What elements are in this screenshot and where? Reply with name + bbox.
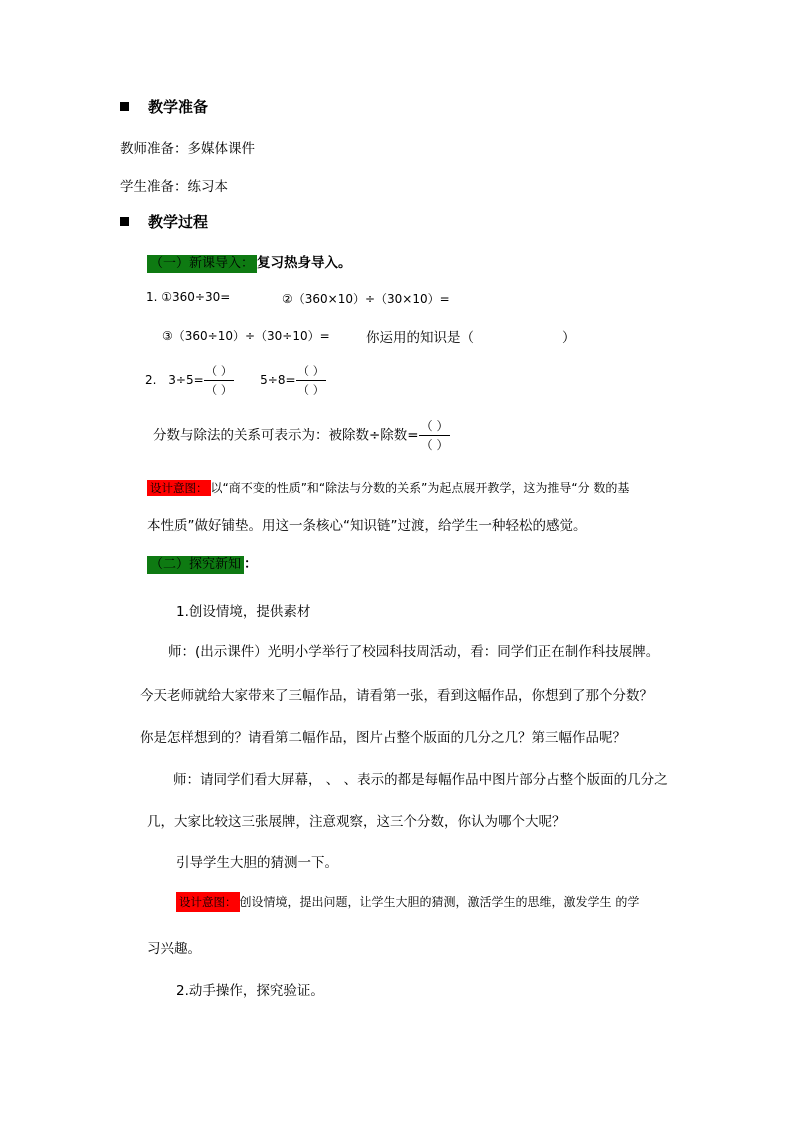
part1-heading	[147, 251, 352, 271]
student-preparation: 学生准备：练习本	[120, 179, 228, 195]
paragraph1-line3: 你是怎样想到的？请看第二幅作品，图片占整个版面的几分之几？第三幅作品呢？	[140, 730, 626, 746]
paragraph3: 引导学生大胆的猜测一下。	[176, 855, 338, 871]
teacher-preparation: 教师准备：多媒体课件	[120, 141, 255, 157]
fraction-numerator: （ ）	[204, 362, 235, 381]
relation-text: 分数与除法的关系可表示为：被除数÷除数=	[153, 427, 419, 444]
section-heading-text: 教学过程	[148, 213, 209, 231]
part2-heading	[147, 552, 258, 572]
question1-d-close: ）	[562, 330, 576, 346]
question1-a: 1. ①360÷30=	[146, 290, 231, 304]
fraction-blank	[419, 417, 451, 454]
question2-a: 3÷5=	[168, 373, 204, 387]
square-bullet-icon	[120, 102, 129, 111]
section-heading-process	[120, 211, 208, 232]
question1-c: ③（360÷10）÷（30÷10）=	[162, 329, 330, 343]
fraction-blank	[296, 362, 327, 399]
design-intent-text: 创设情境，提出问题，让学生大胆的猜测，激活学生的思维，激发学生 的学	[239, 895, 640, 909]
paragraph2-line1: 师：请同学们看大屏幕， 、 、表示的都是每幅作品中图片部分占整个版面的几分之	[173, 772, 668, 788]
square-bullet-icon	[120, 217, 129, 226]
design-intent-1	[147, 479, 629, 496]
part1-tag: （一）新课导入：	[147, 255, 257, 273]
part2-tag-suffix: ：	[244, 556, 258, 572]
paragraph2-line2: 几，大家比较这三张展牌，注意观察，这三个分数，你认为哪个大呢？	[147, 814, 566, 830]
design-intent-text: 以“商不变的性质”和“除法与分数的关系”为起点展开教学，这为推导“分 数的基	[210, 481, 630, 495]
part2-tag: （二）探究新知	[147, 556, 244, 574]
paragraph1-line2: 今天老师就给大家带来了三幅作品，请看第一张，看到这幅作品，你想到了那个分数？	[140, 688, 653, 704]
question2	[145, 362, 326, 399]
question1-d: 你运用的知识是（	[366, 330, 474, 346]
fraction-denominator: （ ）	[297, 383, 325, 397]
division-fraction-relation	[153, 417, 450, 454]
section-heading-text: 教学准备	[148, 98, 209, 116]
design-intent-tag: 设计意图：	[147, 480, 211, 496]
step2-heading: 2.动手操作，探究验证。	[176, 983, 324, 999]
fraction-numerator: （ ）	[296, 362, 327, 381]
design-intent-tag: 设计意图：	[176, 892, 240, 912]
step1-heading: 1.创设情境，提供素材	[176, 604, 311, 620]
question1-b: ②（360×10）÷（30×10）=	[282, 292, 450, 306]
fraction-denominator: （ ）	[420, 438, 449, 452]
question2-b: 5÷8=	[260, 373, 296, 387]
design-intent-2-continued: 习兴趣。	[147, 941, 201, 957]
design-intent-2	[176, 893, 639, 910]
paragraph1-line1: 师：(出示课件）光明小学举行了校园科技周活动，看：同学们正在制作科技展牌。	[168, 644, 660, 660]
design-intent-1-continued: 本性质”做好铺垫。用这一条核心“知识链”过渡，给学生一种轻松的感觉。	[147, 518, 587, 534]
part1-title: 复习热身导入。	[257, 255, 352, 271]
question2-number: 2.	[145, 373, 157, 387]
fraction-blank	[204, 362, 235, 399]
section-heading-preparation	[120, 96, 208, 117]
fraction-denominator: （ ）	[205, 383, 233, 397]
fraction-numerator: （ ）	[419, 417, 451, 436]
